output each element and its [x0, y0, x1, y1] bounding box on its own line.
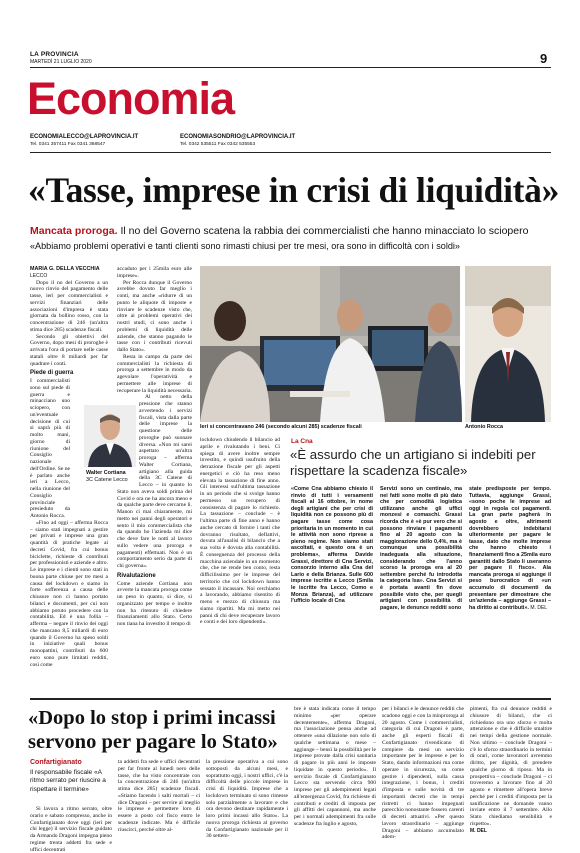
bottom-col4-p: bre è stata indicata come il tempo minimo «per operare decentemente», afferma Dragoni, ma l'associazione pensa anche ad ottenere «una dilazione non solo di qualche settimana o mese – aggiunge – bensì la possibilità per le imprese provate dalla crisi sanitaria di pagare in più anni le imposte liquidate in questo periodo». Il servizio fiscale di Confartigianato Lecco sta servendo circa 900 imprese per gli adempimenti legati all'emergenza Covid, fra richieste di contributi e crediti di imposta per gli affitti dei capannoni, ma anche per i normali adempimenti fra sulle scadenze fra luglio e agosto,: [294, 706, 376, 827]
main-col2-p3: Resta in campo da parte dei commercialisti la richiesta di proroga a settembre in modo da agevolare l'operatività e permettere alle imprese di recuperare la liquidità necessaria.: [117, 353, 192, 394]
main-article-col3: [200, 437, 280, 687]
bottom-kicker: Confartigianato: [30, 759, 82, 766]
main-col2-p2: Per Rocca dunque il Governo avrebbe dovuto far meglio i conti, ma anche «ridurre di un punto le aliquote di imposte e rinviare le scadenze visto che, oltre ai problemi operativi dei nostri studi, ci sono anche i problemi di liquidità delle aziende, che stanno pagando le tasse con i contributi ricevuti dallo Stato».: [117, 279, 192, 353]
bottom-headline-1: «Dopo lo stop i primi incassi: [28, 707, 276, 729]
rocca-photo: [465, 266, 551, 422]
main-col1-p2: Secondo gli obiettivi del Governo, dopo mesi di proroghe è arrivata l'ora di portare nelle casse statali oltre 8 miliardi per far quadrare i conti.: [30, 333, 108, 367]
contacts-rule: [30, 152, 551, 153]
bottom-col2-p: ta addetti fra sede e uffici decentrati per far fronte al lunedì nero delle tasse, che ha visto concentrate con la concentrazione di 246 (un'altra stima dice 285) scadenze fiscali. «Stiamo facendo i salti mortali – ci dice Dragoni – per servire al meglio le imprese e permettere loro di essere a posto col fisco entro le scadenze indicate. Ma è difficile riuscirci, perché oltre al-: [118, 759, 200, 833]
sidebar-col2: Servizi sono un centinaio, ma nei fatti sono molte di più dato che per comodità logistica utilizzano anche gli uffici monzesi e comaschi. Grassi ricorda che è «è pur vero che si possono rinviare i pagamenti fino al 20 agosto con la maggiorazione dello 0,4%, ma è comunque una possibilità inadeguata alla situazione, considerando che l'anno scorso la proroga era al 20 settembre perché fu introdotta la categoria Isa». Cna Servizi si è portata avanti fin dove possibile visto che, per quegli artigiani con possibilità di pagare, le denunce redditi sono: [380, 486, 462, 611]
bottom-col3: [206, 759, 288, 844]
main-article-col1: [30, 266, 108, 686]
contact-sondrio-email[interactable]: ECONOMIASONDRIO@LAPROVINCIA.IT: [180, 134, 296, 140]
sidebar-col3: [469, 486, 551, 682]
byline: MARIA G. DELLA VECCHIA: [30, 266, 100, 272]
issue-date: MARTEDÌ 21 LUGLIO 2020: [30, 59, 92, 65]
main-photo: [200, 266, 460, 422]
contact-sondrio-phone: Tel. 0342 535511 Fax 0342 535553: [180, 142, 256, 147]
contact-lecco-phone: Tel. 0341 357411 Fax 0341 368547: [30, 142, 106, 147]
main-subhead-line1: [30, 225, 555, 238]
sidebar-signature: M. DEL: [530, 604, 548, 611]
sidebar-col1: «Come Cna abbiamo chiesto il rinvio di tutti i versamenti fiscali al 16 ottobre, in nome degli artigiani che per crisi di liquidità non ce possono più di pagare tasse come cosa prioritaria in un momento in cui le attività non sono riprese a pieno regime. Non siamo stati ascoltati, e questo ora è un problema», afferma Davide Grassi, direttore di Cna Servizi, consorzio interno alla Cna del Lario e della Brianza. Sulle 600 imprese iscritte a Lecco (Smila le iscritte fra Lecco, Como e Monza Brianza), ad utilizzare l'ufficio locale di Cna: [291, 486, 373, 605]
sidebar-headline: «È assurdo che un artigiano si indebiti per rispettare la scadenza fiscale»: [290, 447, 536, 478]
main-subhead-2: «Abbiamo problemi operativi e tanti clienti sono rimasti chiusi per tre mesi, ora sono in difficoltà con i soldi»: [30, 241, 460, 251]
masthead-rule: [30, 67, 551, 68]
main-col1-subhead: Piede di guerra: [30, 370, 74, 377]
bottom-col4: [294, 706, 376, 844]
page-number: 9: [540, 51, 548, 66]
sidebar-col3-text: state predisposte per tempo. Tuttavia, aggiunge Grassi, «sono poche le imprese ad oggi in regola coi pagamenti. La gran parte pagherà in agosto e oltre, altrimenti dovrebbero indebitarsi ulteriormente per pagare le tasse, dato che molte imprese che hanno chiesto i finanziamenti fino a 25mila euro garantiti dallo Stato li useranno per pagare il fisco». Ala mancata proroga si aggiunge il peso burocratico di «un accumulo di documenti da presentare per dimostrare che un'azienda – aggiunge Grassi – ha diritto ai contributi».: [469, 486, 551, 611]
paper-name: LA PROVINCIA: [30, 51, 79, 58]
main-col2-p5: Come aziende Cortiana non avverte la mancata proroga come un peso in quanto, si dice, si organizzato per tempo e inoltre non ha ritenuto di chiedere finanziamenti allo Stato. Certo non tiana ha investito il tempo di: [117, 580, 192, 627]
main-col3-p1: lockdown chiudendo il bilancio ad aprile e rivalutando i beni. Ci spiega di avere inoltre sempre investito, e quindi usufruito della detrazione fiscale per gli aspetti energetici e ciò ha reso meno elevata la tassazione di fine anno. Gli interessi sull'ultima tassazione in un periodo che si svolge hanno permesso un recupero di consistenza di pagare lo richiesto. La tassazione – conclude – è l'ultima parte di fine anno e hanno anche cercato di fornire i tanti che dovranno risultato, deflattivi, dovuta all'analisi di bilancio che a sua volta è dovuta alla contabilità. È conseguenza del processo della macchina aziendale in un momento che, che ne rende ben conto, resta difficilissimo per le imprese del territorio che col lockdown hanno sessato il incassare. Noi cerchiamo a lavorando, abbiamo risentito di meno e mezzo di chiusura ma siamo ripartiti. Ma mi metto nei panni di chi deve recuperare lavoro e conti e dei loro dipendenti».: [200, 437, 280, 626]
bottom-col6-p: pimenti, fra cui denunce redditi e chiusure di bilanci, che ci richiedono ora uno sforzo e molta attenzione e che è difficile smaltire nei tempi della gestione normale. Non ultimo – conclude Dragoni – c'è lo sforzo straordinario in termini di orari, come lavoratori avremmo diritto, per dignità, di prendere qualche giorno di riposo. Ma in prospettiva – conclude Dragoni – ci troveremo a lavorare fino al 20 agosto e rimettere all'opera breve perché per i crediti d'imposta per la sanificazione ne domande vanno inviate entro il 7 settembre. Allo Stato chiediamo sensibilità e rispetto».: [470, 706, 552, 827]
dateline: LECCO: [30, 272, 48, 279]
bottom-deck: Il responsabile fiscale «A ritmo serrato per riuscire a rispettare il termine»: [30, 769, 106, 793]
section-title: Economia: [27, 73, 235, 124]
bottom-signature: M. DEL: [470, 827, 487, 834]
main-col1-p1: Dopo il no del Governo a un nuovo rinvio del pagamento delle tasse, ieri per commercialisti e servizi finanziari delle associazioni d'impresa è stata giornata da bollino rosso, con la concentrazione di 246 (un'altra stima dice 285) scadenze fiscali.: [30, 279, 108, 333]
bottom-col2: [118, 759, 200, 844]
main-col1-p4: «Fino ad oggi – afferma Rocca – siamo stati impegnati a gestire per privati e imprese una gran quantità di pratiche legate ai decreti Covid, fra cui bonus biciclette, richieste di contributi per professionisti e aziende e altro. Le imprese e i clienti sono stati in buona parte chiuse per tre mesi a causa del lockdown e siamo in forte sofferenza a causa delle chiusure non ci hanno portato bilanci e documenti, per cui non abbiamo potuto procedere con la contabilità. Ed è una follia – afferma – negare il rinvio dei oggi che mancano 8,5 miliardi di euro quando il Governo ha speso soldi in iniziative quali bonus monopattini, contributi da 600 euro sono pure limitati redditi, così come: [30, 519, 108, 668]
bottom-headline-2: servono per pagare lo Stato»: [28, 731, 278, 753]
bottom-col5: [382, 706, 464, 844]
cortiana-caption-company: 3C Catene Lecco: [86, 477, 128, 483]
main-kicker: Mancata proroga.: [30, 225, 118, 237]
main-col2-p4: Al netto della pressione che stanno avvertendo i servizi fiscali, vista dalla parte delle imprese la questione delle proroghe può suonare diversa. «Non mi sarei aspettato un'altra proroga – afferma Walter Cortiana, artigiano alla guida della 3C Catene di Lecco – in quanto lo Stato non aveva soldi prima del Covid e ora ne ha ancora meno e da qualche parte deve cercarne li. Manon ci mai chiaramente, mi metto nei panni degli operatori e sento il mio commercialista che da quando ho l'azienda mi dice che deve fare le notti al lavoro sullo vedere una proroga e pagamenti) effettuati. Non è un comportamento serio da parte di chi governa».: [117, 394, 192, 569]
rocca-caption: Antonio Rocca: [465, 424, 504, 430]
main-headline: «Tasse, imprese in crisi di liquidità»: [28, 170, 560, 210]
bottom-col6: [470, 706, 552, 844]
main-col1-p3: I commercialisti sono sul piede di guerra e minacciano uno sciopero, con un'eventuale decisione di cui si saprà più di molto mani, giorno di riunione del Consiglio nazionale dell'Ordine. Se ne è parlato anche ieri a Lecco, nella riunione del Consiglio provinciale presieduto da Antonio Rocca.: [30, 378, 70, 519]
main-col2-p1: accaduto per i 25mila euro alle imprese».: [117, 266, 192, 279]
bottom-col1-p: Si lavora a ritmo serrato, oltre orario e sabato compresso, anche in Confartigianato dove oggi (ieri per chi legge) il servizio fiscale guidato da Armando Dragoni impegna pieno regime trenta addetti fra sede e uffici decentrati: [30, 806, 112, 853]
office-photo-image: [200, 266, 460, 422]
main-photo-caption: Ieri si concentravano 246 (secondo alcuni 285) scadenze fiscali: [200, 424, 362, 430]
section-divider: [30, 698, 551, 700]
cortiana-photo-spacer-2: [114, 396, 136, 481]
main-subhead-1: Il no del Governo scatena la rabbia dei commercialisti che hanno minacciato lo sciopero: [120, 225, 529, 237]
main-article-col2: [117, 266, 192, 686]
contact-lecco-email[interactable]: ECONOMIALECCO@LAPROVINCIA.IT: [30, 134, 139, 140]
sidebar-kicker: La Cna: [291, 438, 313, 445]
cortiana-caption-name: Walter Cortiana: [86, 470, 126, 476]
bottom-col1: [30, 806, 112, 853]
bottom-col5-p: per i bilanci e le denunce redditi che scadono oggi e con la minproroga al 20 agosto. Come i commercialisti, categoria di cui Dragoni è parte, anche gli esperti fiscali di Confartigianato rivendicano di compiere da mesi un servizio importante per le imprese e per lo Stato, dando informazioni ma come operare in sicurezza, su come gestire i dipendenti, sulla cassa integrazione, i bonus, i crediti d'imposta e sulle novità di tre importanti decreti che in tempi ristretti ci hanno impegnati parecchio nonostante fossero carenti di decreti attuativi. «Per questo lavoro straordinario – aggiunge Dragoni – abbiamo accumulato adem-: [382, 706, 464, 841]
rocca-portrait-image: [465, 266, 551, 422]
main-col2-subhead: Rivalutazione: [117, 572, 156, 579]
bottom-col3-p: la pressione operativa a cui sono sottoposti da alcuni mesi, e soprattutto oggi, i nostri uffici, c'è la difficoltà delle piccole imprese in crisi di liquidità. Imprese che a lockdown terminato si sono rimesse solo parzialmente a lavorare e che ora devono destinare rapidamente i loro primi incassi allo Stato». La nuova proroga richiesta al governo da Confartigianato nazionale per il 30 settem-: [206, 759, 288, 840]
